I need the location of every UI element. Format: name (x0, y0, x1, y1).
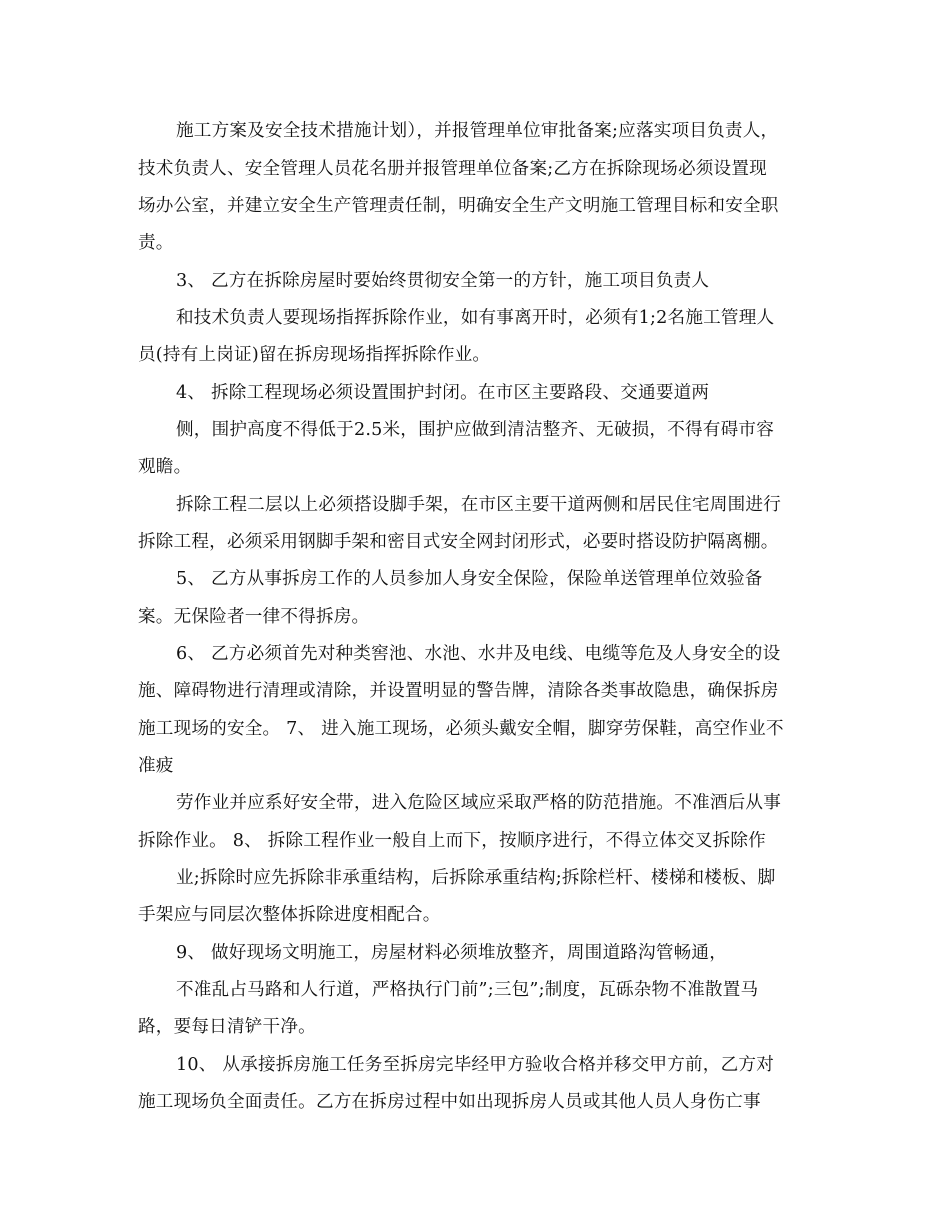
text-line: 4、 拆除工程现场必须设置围护封闭。在市区主要路段、交通要道两 (176, 383, 710, 403)
text-line: 施工方案及安全技术措施计划），并报管理单位审批备案;应落实项目负责人， (176, 121, 779, 141)
text-line: 场办公室，并建立安全生产管理责任制，明确安全生产文明施工管理目标和安全职 (138, 196, 779, 216)
text-line: 技术负责人、安全管理人员花名册并报管理单位备案;乙方在拆除现场必须设置现 (138, 159, 767, 179)
text-line: 施、障碍物进行清理或清除，并设置明显的警告牌，清除各类事故隐患，确保拆房 (138, 681, 779, 701)
text-line: 9、 做好现场文明施工，房屋材料必须堆放整齐，周围道路沟管畅通， (176, 943, 728, 963)
text-line: 侧，围护高度不得低于2.5米，围护应做到清洁整齐、无破损，不得有碍市容 (176, 420, 774, 440)
text-line: 拆除作业。 8、 拆除工程作业一般自上而下，按顺序进行，不得立体交叉拆除作 (138, 831, 766, 851)
text-line: 拆除工程，必须采用钢脚手架和密目式安全网封闭形式，必要时搭设防护隔离棚。 (138, 532, 779, 552)
text-line: 员(持有上岗证)留在拆房现场指挥拆除作业。 (138, 345, 491, 365)
text-line: 3、 乙方在拆除房屋时要始终贯彻安全第一的方针，施工项目负责人 (176, 271, 710, 291)
text-line: 手架应与同层次整体拆除进度相配合。 (138, 905, 441, 925)
text-line: 案。无保险者一律不得拆房。 (138, 607, 370, 627)
text-line: 业;拆除时应先拆除非承重结构，后拆除承重结构;拆除栏杆、楼梯和楼板、脚 (176, 868, 776, 888)
text-line: 10、 从承接拆房施工任务至拆房完毕经甲方验收合格并移交甲方前，乙方对 (176, 1055, 774, 1075)
text-line: 施工现场的安全。 7、 进入施工现场，必须头戴安全帽，脚穿劳保鞋，高空作业不 (138, 719, 784, 739)
text-line: 不准乱占马路和人行道，严格执行门前”;三包”;制度，瓦砾杂物不准散置马 (176, 980, 759, 1000)
text-line: 劳作业并应系好安全带，进入危险区域应采取严格的防范措施。不准酒后从事 (176, 793, 781, 813)
text-line: 5、 乙方从事拆房工作的人员参加人身安全保险，保险单送管理单位效验备 (176, 569, 763, 589)
text-line: 路，要每日清铲干净。 (138, 1017, 316, 1037)
text-line: 准疲 (138, 756, 174, 776)
text-line: 拆除工程二层以上必须搭设脚手架，在市区主要干道两侧和居民住宅周围进行 (176, 495, 781, 515)
text-line: 施工现场负全面责任。乙方在拆房过程中如出现拆房人员或其他人员人身伤亡事 (138, 1092, 761, 1112)
text-line: 和技术负责人要现场指挥拆除作业，如有事离开时，必须有1;2名施工管理人 (176, 308, 775, 328)
text-line: 6、 乙方必须首先对种类窖池、水池、水井及电线、电缆等危及人身安全的设 (176, 644, 781, 664)
text-line: 观瞻。 (138, 457, 192, 477)
text-line: 责。 (138, 233, 174, 253)
